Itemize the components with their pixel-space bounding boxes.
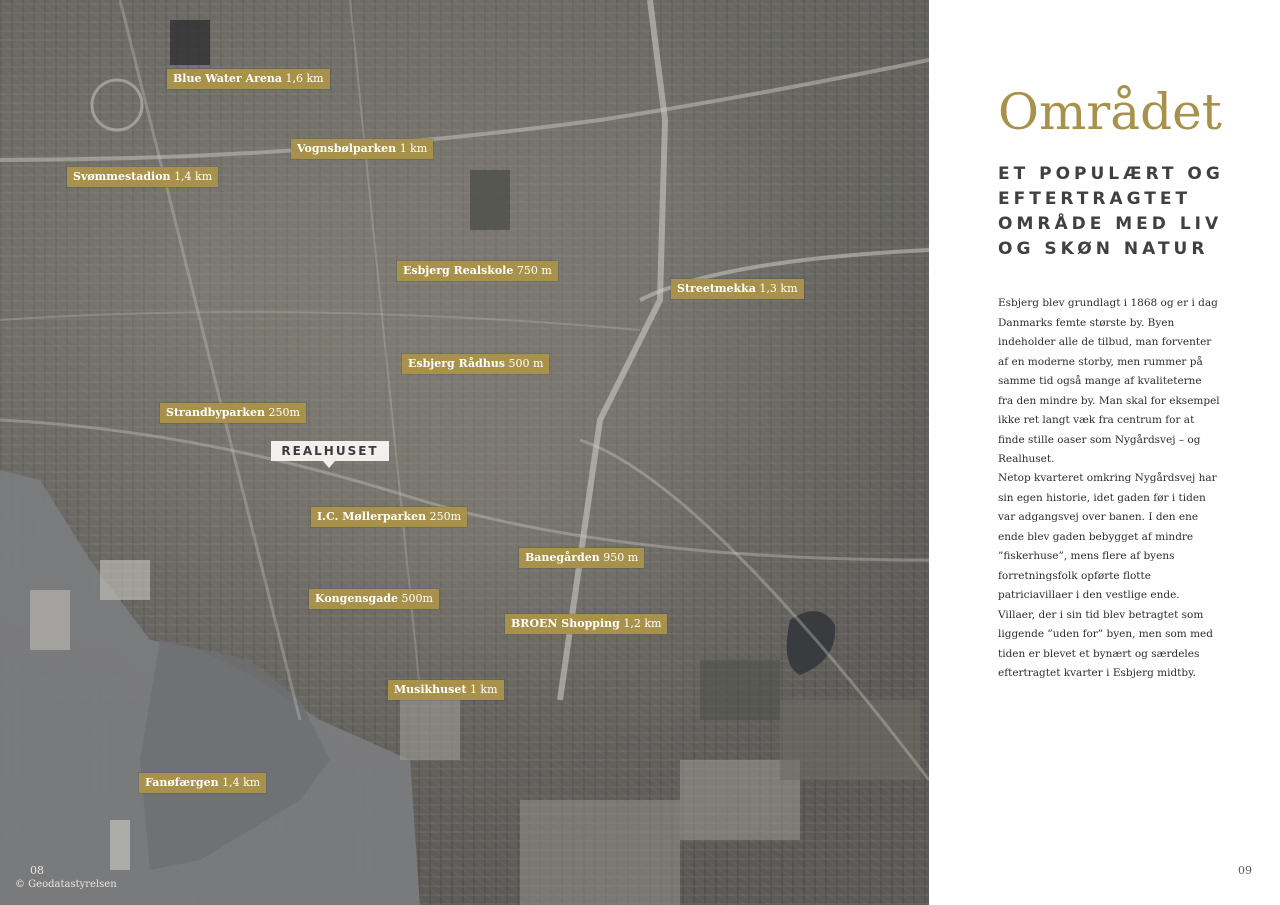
map-label-ic-mollerparken: I.C. Møllerparken 250m (311, 507, 467, 527)
map-label-broen-shopping: BROEN Shopping 1,2 km (505, 614, 667, 634)
page-number-right: 09 (1238, 864, 1252, 877)
map-label-kongensgade: Kongensgade 500m (309, 589, 439, 609)
map-label-strandbyparken: Strandbyparken 250m (160, 403, 306, 423)
page-title: Området (998, 83, 1222, 141)
page-number-left: 08 (30, 864, 44, 877)
map-label-svommestadion: Svømmestadion 1,4 km (67, 167, 218, 187)
map-label-musikhuset: Musikhuset 1 km (388, 680, 504, 700)
map-label-vognsbolparken: Vognsbølparken 1 km (291, 139, 433, 159)
body-paragraph-1: Esbjerg blev grundlagt i 1868 og er i dag Danmarks femte største by. Byen indeholder alle de tilbud, man forventer af en moderne storby, men rummer på samme tid også mange af kvaliteterne fra den mindre by. Man skal for eksempel ikke ret langt væk fra centrum for at finde stille oaser som Nygårdsvej – og Realhuset. (998, 297, 1220, 465)
map-label-banegarden: Banegården 950 m (519, 548, 644, 568)
map-label-blue-water-arena: Blue Water Arena 1,6 km (167, 69, 330, 89)
body-paragraph-2: Netop kvarteret omkring Nygårdsvej har sin egen historie, idet gaden før i tiden var adgangsvej over banen. I den ene ende blev gaden bebygget af mindre ”fiskerhuse”, mens flere af byens forretningsfolk opførte flotte patriciavillaer i den vestlige ende. Villaer, der i sin tid blev betragtet som liggende ”uden for” byen, men som med tiden er blevet et bynært og særdeles eftertragtet kvarter i Esbjerg midtby. (998, 472, 1217, 679)
map-label-fanofaergen: Fanøfærgen 1,4 km (139, 773, 266, 793)
page-subtitle: ET POPULÆRT OG EFTERTRAGTET OMRÅDE MED LIV OG SKØN NATUR (998, 164, 1224, 259)
map-label-esbjerg-realskole: Esbjerg Realskole 750 m (397, 261, 558, 281)
map-label-streetmekka: Streetmekka 1,3 km (671, 279, 804, 299)
text-page (929, 0, 1280, 905)
copyright-notice: © Geodatastyrelsen (15, 879, 117, 890)
realhuset-marker: REALHUSET (271, 441, 389, 461)
map-label-esbjerg-radhus: Esbjerg Rådhus 500 m (402, 354, 549, 374)
